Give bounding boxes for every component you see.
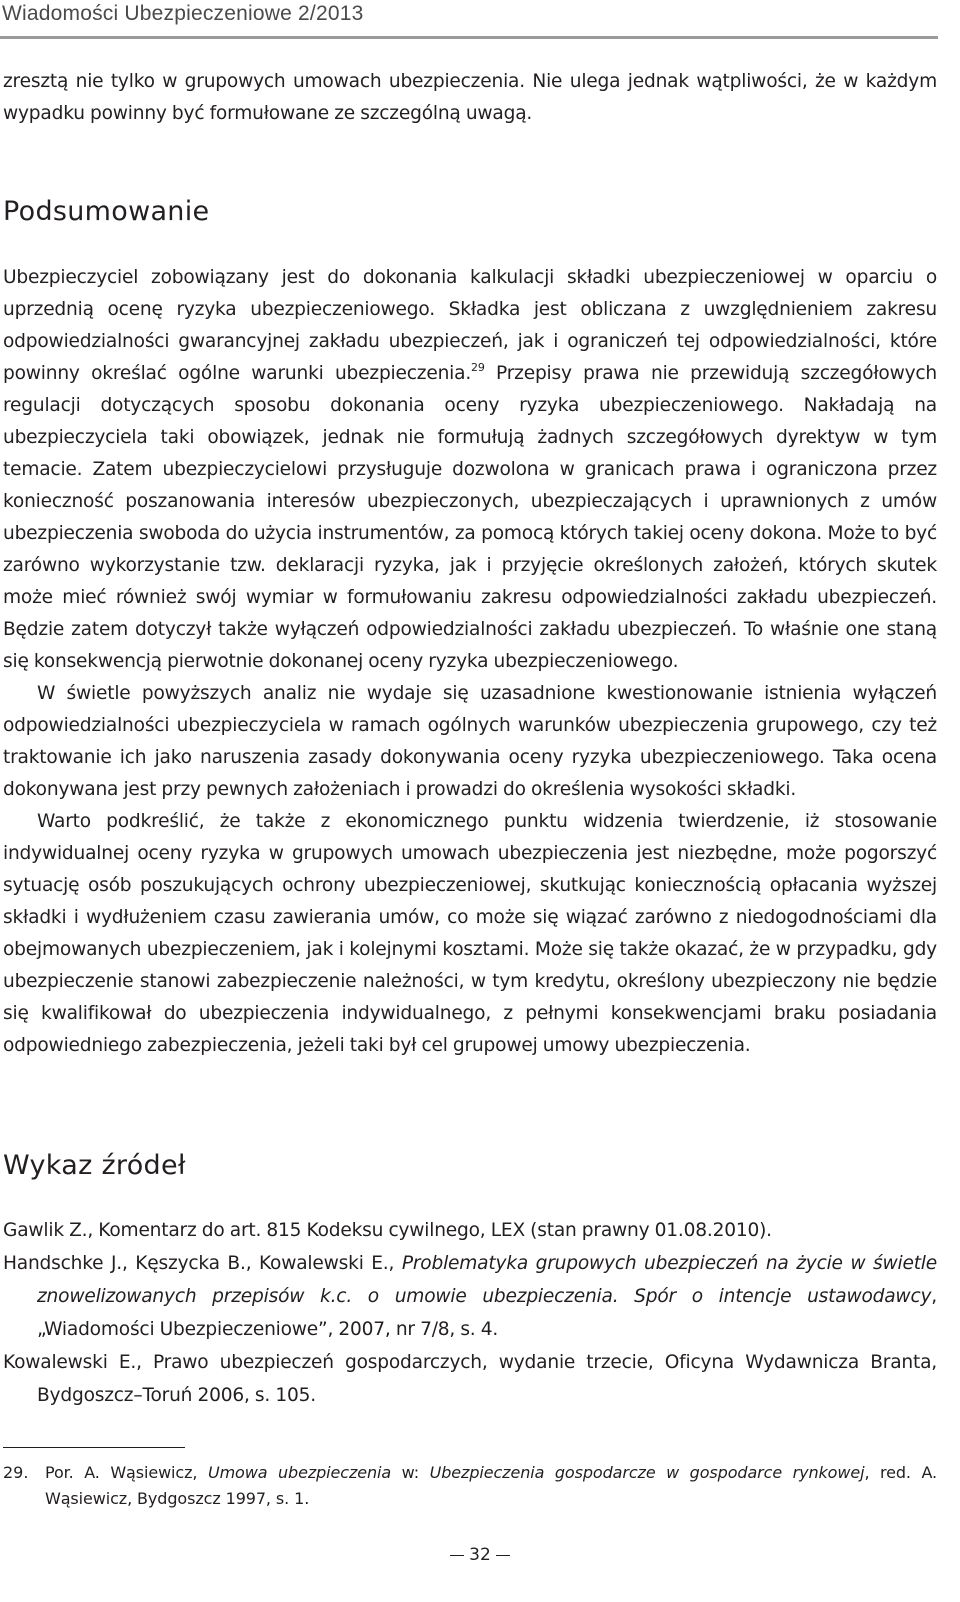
summary-paragraph-3: Warto podkreślić, że także z ekonomicznego punktu widzenia twierdzenie, iż stosowanie indywidualnej oceny ryzyka w grupowych umowach ubezpieczenia jest niezbędne, może pogorszyć sytuację osób poszukujących ochrony ubezpieczeniowej, skutkując koniecznością opłacania wyższej składki i wydłużeniem czasu zawierania umów, co może się wiązać zarówno z niedogodnościami dla obejmowanych ubezpieczeniem, jak i kolejnymi kosztami. Może się także okazać, że w przypadku, gdy ubezpieczenie stanowi zabezpieczenie należności, w tym kredytu, określony ubezpieczony nie będzie się kwalifikował do ubezpieczenia indywidualnego, z pełnymi konsekwencjami braku posiadania odpowiedniego zabezpieczenia, jeżeli taki był cel grupowej umowy ubezpieczenia. (3, 811, 937, 1056)
summary-p1-text-b: Przepisy prawa nie przewidują szczegółowych regulacji dotyczących sposobu dokonania oceny ryzyka ubezpieczeniowego. Nakładają na ubezpieczyciela taki obowiązek, jednak nie formułują żadnych szczegółowych dyrektyw w tym temacie. Zatem ubezpieczycielowi przysługuje dozwolona w granicach prawa i ograniczona przez konieczność poszanowania interesów ubezpieczonych, ubezpieczających i uprawnionych z umów ubezpieczenia swoboda do użycia instrumentów, za pomocą których takiej oceny dokona. Może to być zarówno wykorzystanie tzw. deklaracji ryzyka, jak i przyjęcie określonych założeń, których skutek może mieć również swój wymiar w formułowaniu zakresu odpowiedzialności zakładu ubezpieczeń. Będzie zatem dotyczył także wyłączeń odpowiedzialności zakładu ubezpieczeń. To właśnie one staną się konsekwencją pierwotnie dokonanej oceny ryzyka ubezpieczeniowego. (3, 363, 937, 672)
footnote-number: 29. (3, 1463, 29, 1482)
reference-text: Gawlik Z., Komentarz do art. 815 Kodeksu cywilnego, LEX (stan prawny 01.08.2010). (3, 1220, 772, 1241)
reference-item (3, 1214, 937, 1247)
page-number-value: 32 (469, 1545, 491, 1565)
footnote-part: w: (391, 1463, 430, 1482)
page-number-dash-left (450, 1555, 464, 1556)
summary-body (3, 262, 937, 1062)
footnote-part: , red. A. Wąsiewicz, Bydgoszcz 1997, s. 1. (45, 1463, 938, 1508)
page-number (0, 1545, 960, 1565)
references-list (3, 1214, 937, 1412)
footnote-part: Por. A. Wąsiewicz, (45, 1463, 208, 1482)
summary-paragraph-2: W świetle powyższych analiz nie wydaje się uzasadnione kwestionowanie istnienia wyłączeń odpowiedzialności ubezpieczyciela w ramach ogólnych warunków ubezpieczenia grupowego, czy też traktowanie ich jako naruszenia zasady dokonywania oceny ryzyka ubezpieczeniowego. Taka ocena dokonywana jest przy pewnych założeniach i prowadzi do określenia wysokości składki. (3, 683, 937, 800)
footnote-italic-title: Umowa ubezpieczenia (207, 1463, 392, 1482)
reference-item (3, 1346, 937, 1412)
summary-paragraph-1 (3, 262, 937, 678)
reference-text: Kowalewski E., Prawo ubezpieczeń gospodarczych, wydanie trzecie, Oficyna Wydawnicza Branta, Bydgoszcz–Toruń 2006, s. 105. (3, 1352, 937, 1406)
footnote-text (45, 1460, 937, 1512)
running-header (0, 0, 938, 39)
reference-publication: , „Wiadomości Ubezpieczeniowe”, 2007, nr 7/8, s. 4. (37, 1286, 937, 1340)
page-number-dash-right (496, 1555, 510, 1556)
reference-title-italic: Problematyka grupowych ubezpieczeń na życie w świetle znowelizowanych przepisów k.c. o umowie ubezpieczenia. Spór o intencje ustawodawcy (37, 1253, 937, 1307)
reference-authors: Handschke J., Kęszycka B., Kowalewski E., (3, 1253, 402, 1274)
footnote-ref-29[interactable]: 29 (471, 361, 485, 374)
summary-p1-text-a: Ubezpieczyciel zobowiązany jest do dokonania kalkulacji składki ubezpieczeniowej w oparciu o uprzednią ocenę ryzyka ubezpieczeniowego. Składka jest obliczana z uwzględnieniem zakresu odpowiedzialności gwarancyjnej zakładu ubezpieczeń, jak i ograniczeń tej odpowiedzialności, które powinny określać ogólne warunki ubezpieczenia. (3, 267, 937, 384)
footnote-29 (3, 1460, 937, 1512)
footnote-separator (3, 1447, 185, 1448)
intro-paragraph: zresztą nie tylko w grupowych umowach ubezpieczenia. Nie ulega jednak wątpliwości, że w każdym wypadku powinny być formułowane ze szczególną uwagą. (3, 71, 937, 124)
reference-item (3, 1247, 937, 1346)
intro-paragraph-block (3, 66, 937, 130)
footnote-italic-title: Ubezpieczenia gospodarcze w gospodarce rynkowej (429, 1463, 865, 1482)
section-heading-summary: Podsumowanie (3, 196, 210, 227)
section-heading-sources: Wykaz źródeł (3, 1150, 186, 1181)
journal-title: Wiadomości Ubezpieczeniowe 2/2013 (2, 2, 364, 25)
